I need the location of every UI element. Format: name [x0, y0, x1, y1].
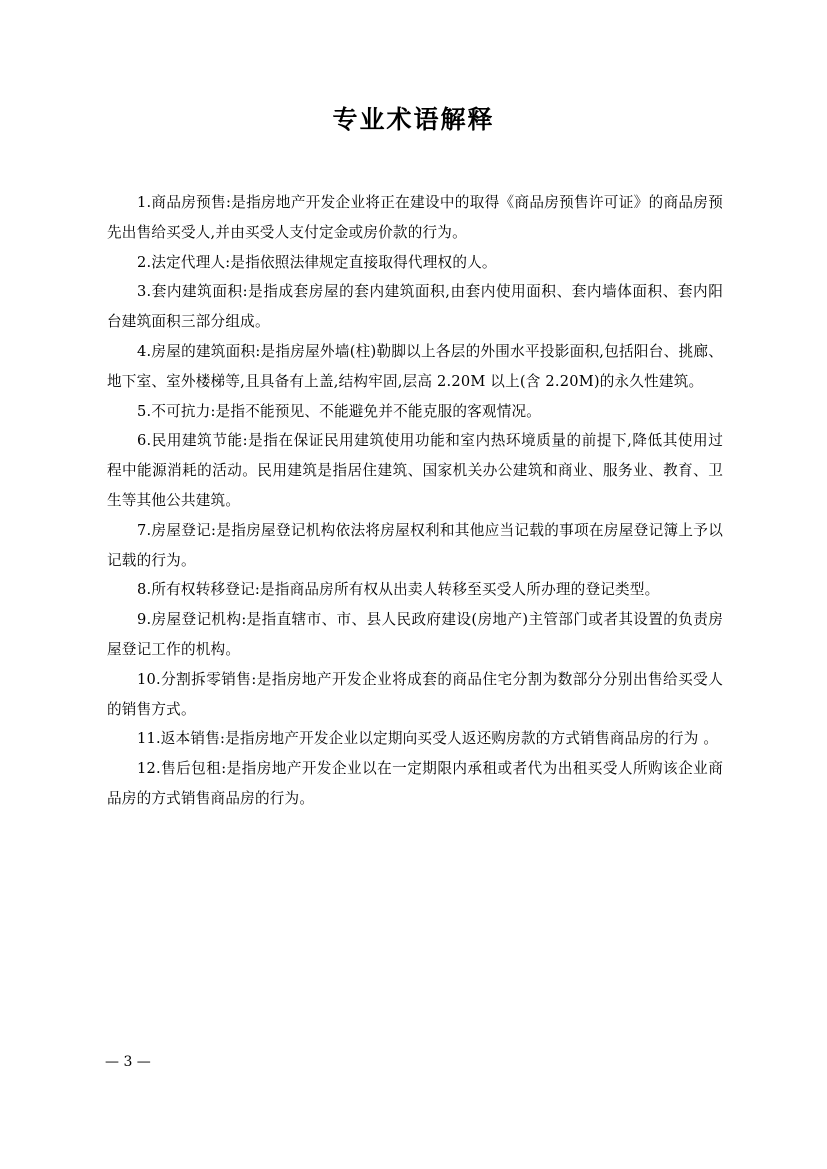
term-item: 2.法定代理人:是指依照法律规定直接取得代理权的人。: [137, 253, 497, 271]
term-item: 6.民用建筑节能:是指在保证民用建筑使用功能和室内热环境质量的前提下,降低其使用过程中能源消耗的活动。民用建筑是指居住建筑、国家机关办公建筑和商业、服务业、教育、卫生等其他公共建筑。: [107, 432, 723, 509]
term-item: 4.房屋的建筑面积:是指房屋外墙(柱)勒脚以上各层的外围水平投影面积,包括阳台、挑廊、地下室、室外楼梯等,且具备有上盖,结构牢固,层高 2.20M 以上(含 2.20M)的永久性建筑。: [107, 342, 723, 390]
term-item: 12.售后包租:是指房地产开发企业以在一定期限内承租或者代为出租买受人所购该企业商品房的方式销售商品房的行为。: [107, 760, 723, 807]
page-number: — 3 —: [105, 1054, 151, 1070]
terms-list: [107, 188, 723, 814]
term-item: 7.房屋登记:是指房屋登记机构依法将房屋权利和其他应当记载的事项在房屋登记簿上予以记载的行为。: [107, 521, 723, 569]
term-item: 8.所有权转移登记:是指商品房所有权从出卖人转移至买受人所办理的登记类型。: [137, 581, 660, 599]
page-title: 专业术语解释: [332, 105, 495, 134]
term-item: 1.商品房预售:是指房地产开发企业将正在建设中的取得《商品房预售许可证》的商品房预先出售给买受人,并由买受人支付定金或房价款的行为。: [107, 194, 723, 241]
term-item: 10.分割拆零销售:是指房地产开发企业将成套的商品住宅分割为数部分分别出售给买受人的销售方式。: [107, 670, 723, 718]
term-item: 11.返本销售:是指房地产开发企业以定期向买受人返还购房款的方式销售商品房的行为 。: [137, 730, 719, 748]
term-item: 9.房屋登记机构:是指直辖市、市、县人民政府建设(房地产)主管部门或者其设置的负责房屋登记工作的机构。: [107, 611, 723, 658]
term-item: 3.套内建筑面积:是指成套房屋的套内建筑面积,由套内使用面积、套内墙体面积、套内阳台建筑面积三部分组成。: [107, 283, 723, 331]
term-item: 5.不可抗力:是指不能预见、不能避免并不能克服的客观情况。: [137, 402, 542, 420]
